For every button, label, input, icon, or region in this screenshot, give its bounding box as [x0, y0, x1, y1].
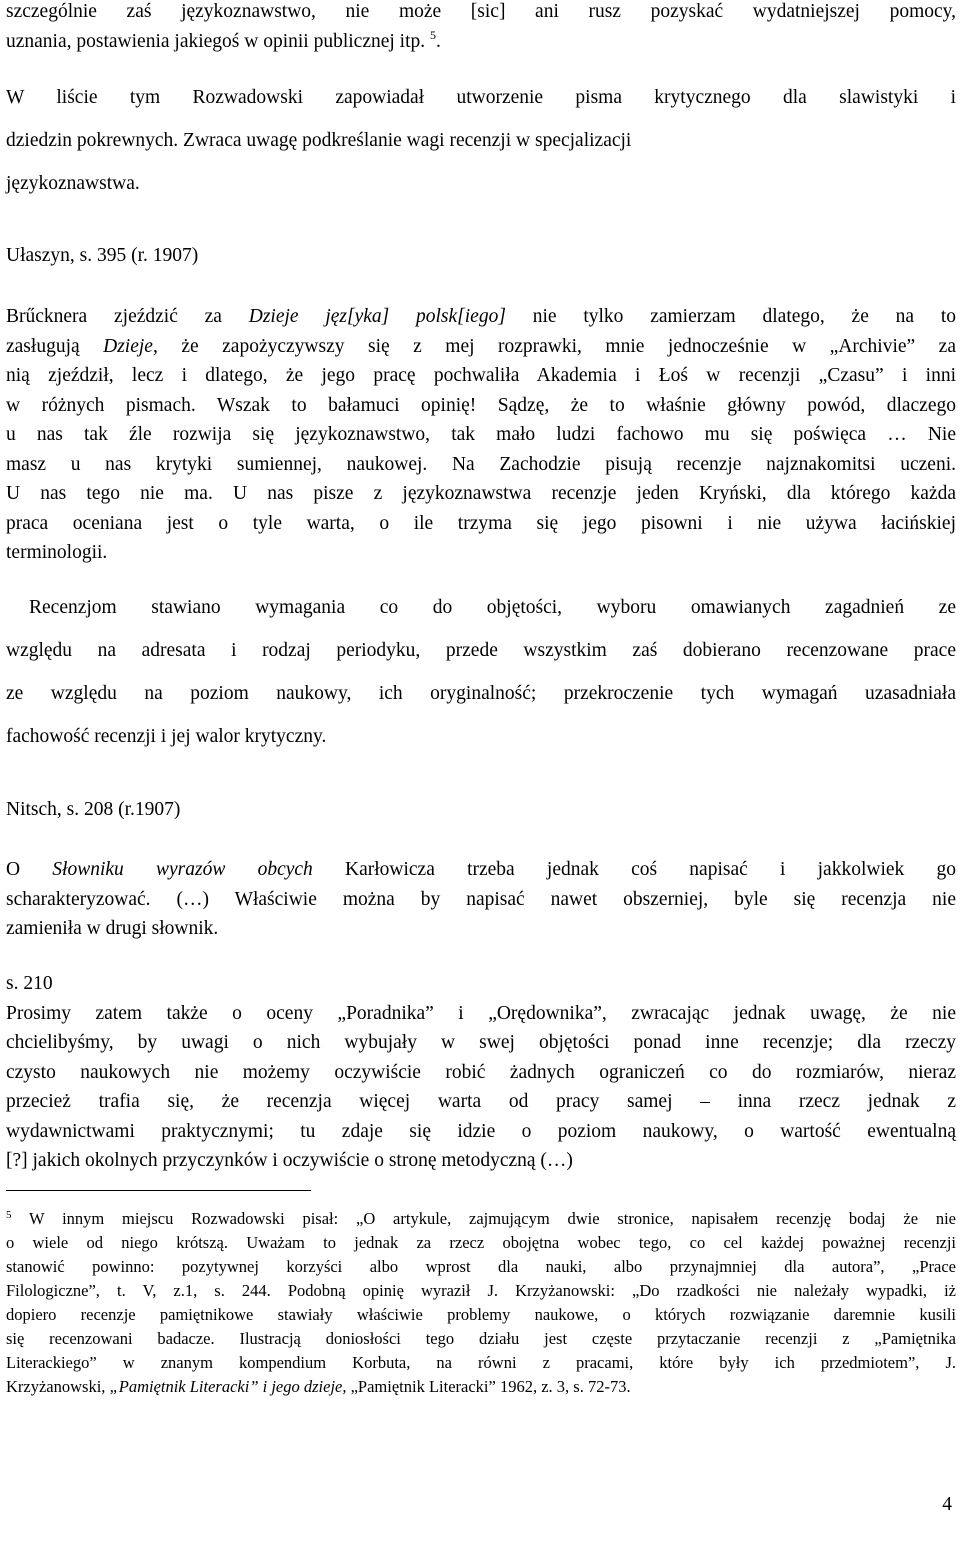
text-line: praca oceniana jest o tyle warta, o ile trzyma się jego pisowni i nie używa łacińskiej [6, 512, 956, 534]
footnote [6, 1207, 956, 1399]
text-line: wydawnictwami praktycznymi; tu zdaje się idzie o poziom naukowy, o wartość ewentualną [6, 1120, 956, 1142]
quote-paragraph [6, 855, 956, 944]
footnote-marker: 5 [6, 1209, 12, 1221]
text-line: uznania, postawienia jakiegoś w opinii publicznej itp. $^5$. [6, 27, 441, 52]
text-line: Prosimy zatem także o oceny „Poradnika” i „Orędownika”, zwracając jednak uwagę, że nie [6, 1002, 956, 1024]
text-line: chcielibyśmy, by uwagi o nich wybujały w swej objętości ponad inne recenzje; dla rzeczy [6, 1032, 956, 1053]
text-line: Filologiczne”, t. V, z.1, s. 244. Podobną opinię wyraził J. Krzyżanowski: „Do rzadkości nie należały wypadki, iż [6, 1281, 956, 1300]
source-reference: Ułaszyn, s. 395 (r. 1907) [6, 245, 199, 266]
page-number: 4 [942, 1494, 952, 1515]
text-line: nią zjeździł, lecz i dlatego, że jego pracę pochwaliła Akademia i Łoś w recenzji „Czasu” i inni [6, 365, 956, 386]
quote-continuation [6, 0, 956, 56]
text-line: U nas tego nie ma. U nas pisze z językoznawstwa recenzje jeden Kryński, dla którego każda [6, 483, 956, 504]
text-line: ze względu na poziom naukowy, ich oryginalność; przekroczenie tych wymagań uzasadniała [6, 683, 956, 704]
text-line: przecież trafia się, że recenzja więcej warta od pracy samej – inna rzecz jednak z [6, 1091, 956, 1112]
text-line: stanowić powinno: pozytywnej korzyści albo wprost dla nauki, albo przynajmniej dla autora”, „Prace [6, 1257, 956, 1276]
text-line: dziedzin pokrewnych. Zwraca uwagę podkreślanie wagi recenzji w specjalizacji [6, 130, 632, 151]
text-line: fachowość recenzji i jej walor krytyczny. [6, 726, 327, 747]
text-line: Brűcknera zjeździć za Dzieje jęz[yka] polsk[iego] nie tylko zamierzam dlatego, że na to [6, 306, 956, 327]
text-line: się recenzowani badacze. Ilustracją doniosłości tego działu jest częste przytaczanie recenzji z „Pamiętnika [6, 1329, 956, 1348]
text-line: czysto naukowych nie możemy oczywiście robić żadnych ograniczeń co do rozmiarów, nieraz [6, 1061, 956, 1083]
text-line: dopiero recenzje pamiętnikowe stawiały właściwie problemy naukowe, o których rozwiązanie daremnie kusili [6, 1305, 956, 1324]
source-reference: s. 210 [6, 973, 53, 994]
quote-paragraph [6, 969, 956, 1176]
text-line: w różnych pismach. Wszak to bałamuci opinię! Sądzę, że to właśnie główny powód, dlaczego [6, 394, 956, 416]
source-reference: Nitsch, s. 208 (r.1907) [6, 799, 181, 820]
text-line: terminologii. [6, 542, 108, 563]
text-line: Recenzjom stawiano wymagania co do objętości, wyboru omawianych zagadnień ze [29, 597, 956, 618]
text-line: $^5$ W innym miejscu Rozwadowski pisał: „O artykule, zajmującym dwie stronice, napisałem recenzję bodaj że nie [6, 1209, 956, 1228]
text-line: Literackiego” w znanym kompendium Korbuta, na równi z pracami, które były ich przedmiotem”, J. [6, 1353, 956, 1372]
text-line: [?] jakich okolnych przyczynków i oczywiście o stronę metodyczną (…) [6, 1150, 573, 1171]
text-line: zamieniła w drugi słownik. [6, 918, 219, 939]
commentary-paragraph [6, 76, 956, 205]
text-line: o wiele od niego krótszą. Uważam to jednak za rzecz obojętna wobec tego, co cel każdej poważnej recenzji [6, 1233, 956, 1252]
text-line: u nas tak źle rozwija się językoznawstwo, tak mało ludzi fachowo mu się poświęca … Nie [6, 424, 956, 445]
quote-paragraph [6, 302, 956, 568]
text-line: scharakteryzować. (…) Właściwie można by napisać nawet obszerniej, byle się recenzja nie [6, 888, 956, 910]
footnote-reference: 5 [430, 27, 437, 42]
text-line: O Słowniku wyrazów obcych Karłowicza trzeba jednak coś napisać i jakkolwiek go [6, 859, 956, 880]
commentary-paragraph [6, 586, 956, 758]
text-line: językoznawstwa. [6, 173, 140, 194]
text-line: W liście tym Rozwadowski zapowiadał utworzenie pisma krytycznego dla slawistyki i [6, 87, 956, 108]
text-line: Krzyżanowski, „Pamiętnik Literacki” i jego dzieje, „Pamiętnik Literacki” 1962, z. 3, s. 72-73. [6, 1377, 631, 1396]
text-line: względu na adresata i rodzaj periodyku, przede wszystkim zaś dobierano recenzowane prace [6, 640, 956, 661]
footnote-separator [6, 1190, 311, 1191]
text-line: szczególnie zaś językoznawstwo, nie może [sic] ani rusz pozyskać wydatniejszej pomocy, [6, 1, 956, 22]
text-line: masz u nas krytyki sumiennej, naukowej. Na Zachodzie pisują recenzje najznakomitsi uczeni. [6, 453, 956, 475]
text-line: zasługują Dzieje, że zapożyczywszy się z mej rozprawki, mnie jednocześnie w „Archivie” za [6, 335, 956, 357]
